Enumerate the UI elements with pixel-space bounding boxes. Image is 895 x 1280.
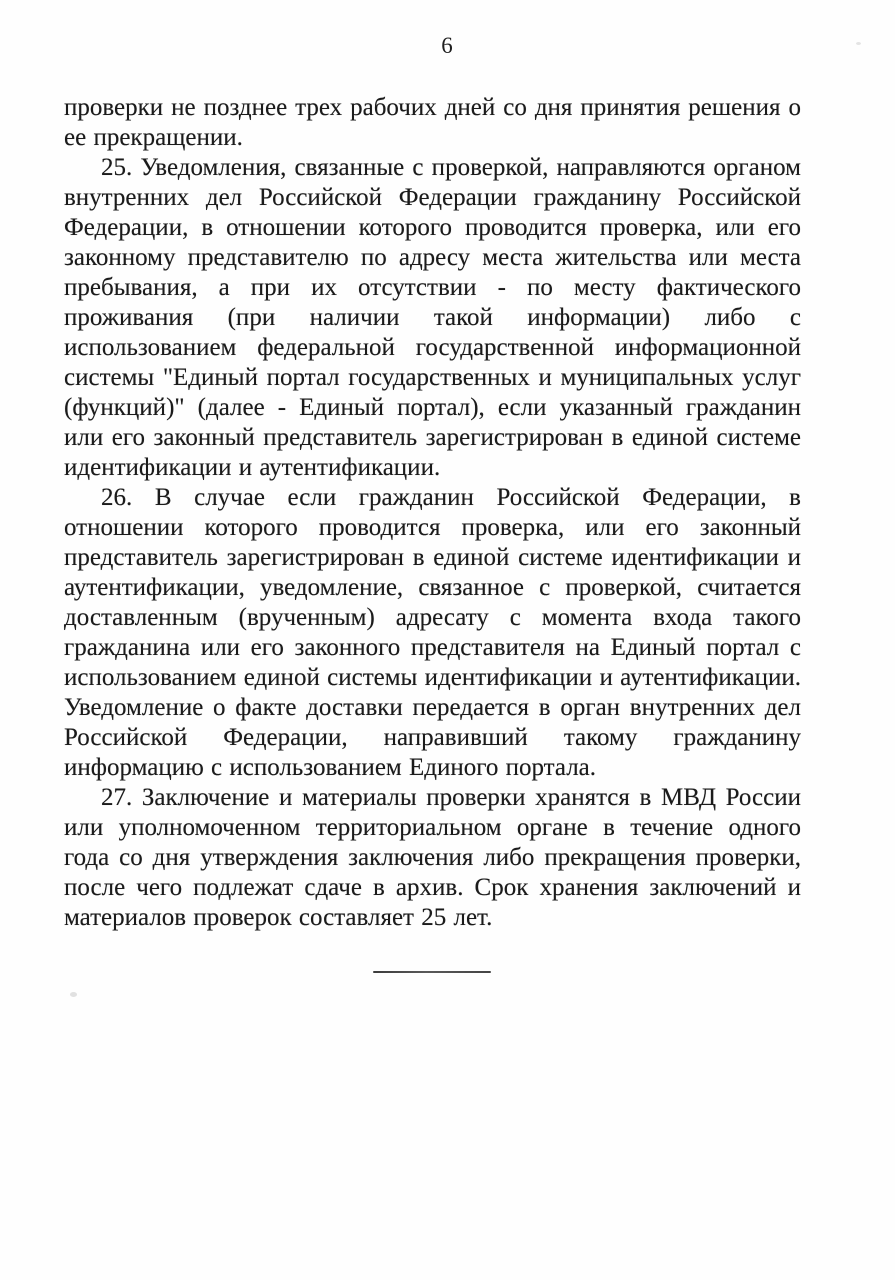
- paragraph-item-26: 26. В случае если гражданин Российской Федерации, в отношении которого проводится проверка, или его законный представитель зарегистрирован в единой системе идентификации и аутентификации, уведомление, связанное с проверкой, считается доставленным (врученным) адресату с момента входа такого гражданина или его законного представителя на Единый портал с использованием единой системы идентификации и аутентификации. Уведомление о факте доставки передается в орган внутренних дел Российской Федерации, направивший такому гражданину информацию с использованием Единого портала.: [64, 484, 801, 781]
- end-of-text-rule: [373, 971, 491, 973]
- page-number: 6: [441, 33, 454, 58]
- paragraph-continuation: проверки не позднее трех рабочих дней со дня принятия решения о ее прекращении.: [64, 94, 801, 151]
- scan-artifact-speck: [856, 42, 861, 45]
- paragraph-item-25: 25. Уведомления, связанные с проверкой, направляются органом внутренних дел Российской Федерации гражданину Российской Федерации, в отношении которого проводится проверка, или его законному представителю по адресу места жительства или места пребывания, а при их отсутствии - по месту фактического проживания (при наличии такой информации) либо с использованием федеральной государственной информационной системы "Единый портал государственных и муниципальных услуг (функций)" (далее - Единый портал), если указанный гражданин или его законный представитель зарегистрирован в единой системе идентификации и аутентификации.: [64, 154, 801, 481]
- scan-artifact-speck: [70, 992, 77, 997]
- paragraph-item-27: 27. Заключение и материалы проверки хранятся в МВД России или уполномоченном территориальном органе в течение одного года со дня утверждения заключения либо прекращения проверки, после чего подлежат сдаче в архив. Срок хранения заключений и материалов проверок составляет 25 лет.: [64, 784, 801, 931]
- document-body: [0, 93, 895, 973]
